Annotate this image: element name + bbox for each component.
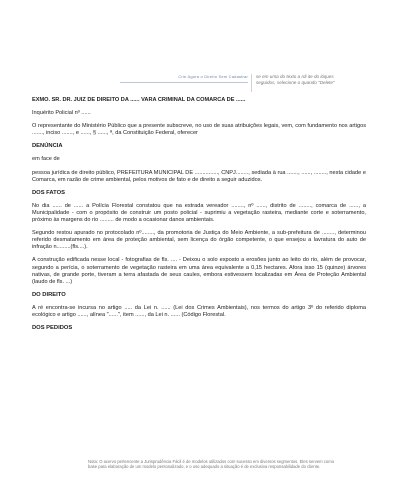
document-body — [32, 97, 366, 338]
party-paragraph: pessoa jurídica de direito público, PREFEITURA MUNICIPAL DE ..............., CNPJ........, sediada à rua ......., ......, ........, nesta cidade e Comarca, em razão de crime ambiental, pelos motivos de fato e de direito a seguir aduzidos. — [32, 169, 366, 183]
comment-box: se em uma do texto a rdi ite do itiques seguidos, selecione o quando "Delete" — [251, 74, 352, 92]
footer-note-text: O acervo pertencente a Jurisprudência Fácil é de modelos utilizados com sucesso em diversos segmentos. Eles servem como base para elaboração de um modelo personalizado, e o uso adequado a situação é de exclusiva responsabilidade do cliente. — [88, 459, 335, 470]
pedidos-heading: DOS PEDIDOS — [32, 325, 73, 332]
direito-heading: DO DIREITO — [32, 291, 66, 298]
direito-paragraph: A ré encontra-se incursa no artigo ..... da Lei n. ...... (Lei dos Crimes Ambientais), nos termos do artigo 3º do referido diploma ecológico e artigo ......, alínea "......", item ......, da Lei n. ...... (Código Florestal. — [32, 304, 366, 318]
intro-paragraph: O representante do Ministério Público que a presente subscreve, no uso de suas atribuições legais, vem, com fundamento nos artigos ......., inciso ......., e ......, § ......, ª, da Constituição Federal, oferecer — [32, 123, 366, 137]
inquerito-line: Inquérito Policial nº ...... — [32, 110, 91, 117]
fatos-paragraph-2: Segundo restou apurado no protocolado nº........, da promotoria de Justiça do Meio Ambiente, a sub-prefeitura de ........, determinou referido desmatamento em área de proteção ambiental, sem licença do órgão competente, o que ensejou a lavratura do auto de infração n.........(fls....). — [32, 230, 366, 251]
fatos-paragraph-3: A construção edificada nesse local - fotografias de fls. .... - Deixou o solo exposto a erosões junto ao leito do rio, além de provocar, segundo a perícia, o soterramento de vegetação rasteira em uma área equivalente a 0,15 hectares. Afora isso 15 (quinze) árvores nativas, de grande porte, tiveram a terra afastada de seus caules, embora estivessem localizadas em Área de Proteção Ambiental (laudo de fls. ...) — [32, 257, 366, 285]
em-face-line: em face de — [32, 156, 60, 163]
denuncia-heading: DENÚNCIA — [32, 143, 63, 150]
fatos-heading: DOS FATOS — [32, 189, 65, 196]
header-link[interactable]: Crie Agora o Direito Sem Cadastrar — [120, 74, 248, 83]
footer-note-label: Nota: — [88, 459, 99, 464]
page-header — [0, 0, 400, 95]
footer-note — [88, 459, 343, 469]
document-title: EXMO. SR. DR. JUIZ DE DIREITO DA ...... VARA CRIMINAL DA COMARCA DE ...... — [32, 97, 246, 103]
fatos-paragraph-1: No dia ...... de ...... a Polícia Florestal constatou que na estrada vereador ........, nº ......, distrito de ........, comarca de ......, a Municipalidade - com o propósito de construir um posto policial - suprimiu a vegetação rasteira, mediante corte e soterramento, próximo às margens do rio ......... de modo a ocasionar danos ambientais. — [32, 202, 366, 224]
